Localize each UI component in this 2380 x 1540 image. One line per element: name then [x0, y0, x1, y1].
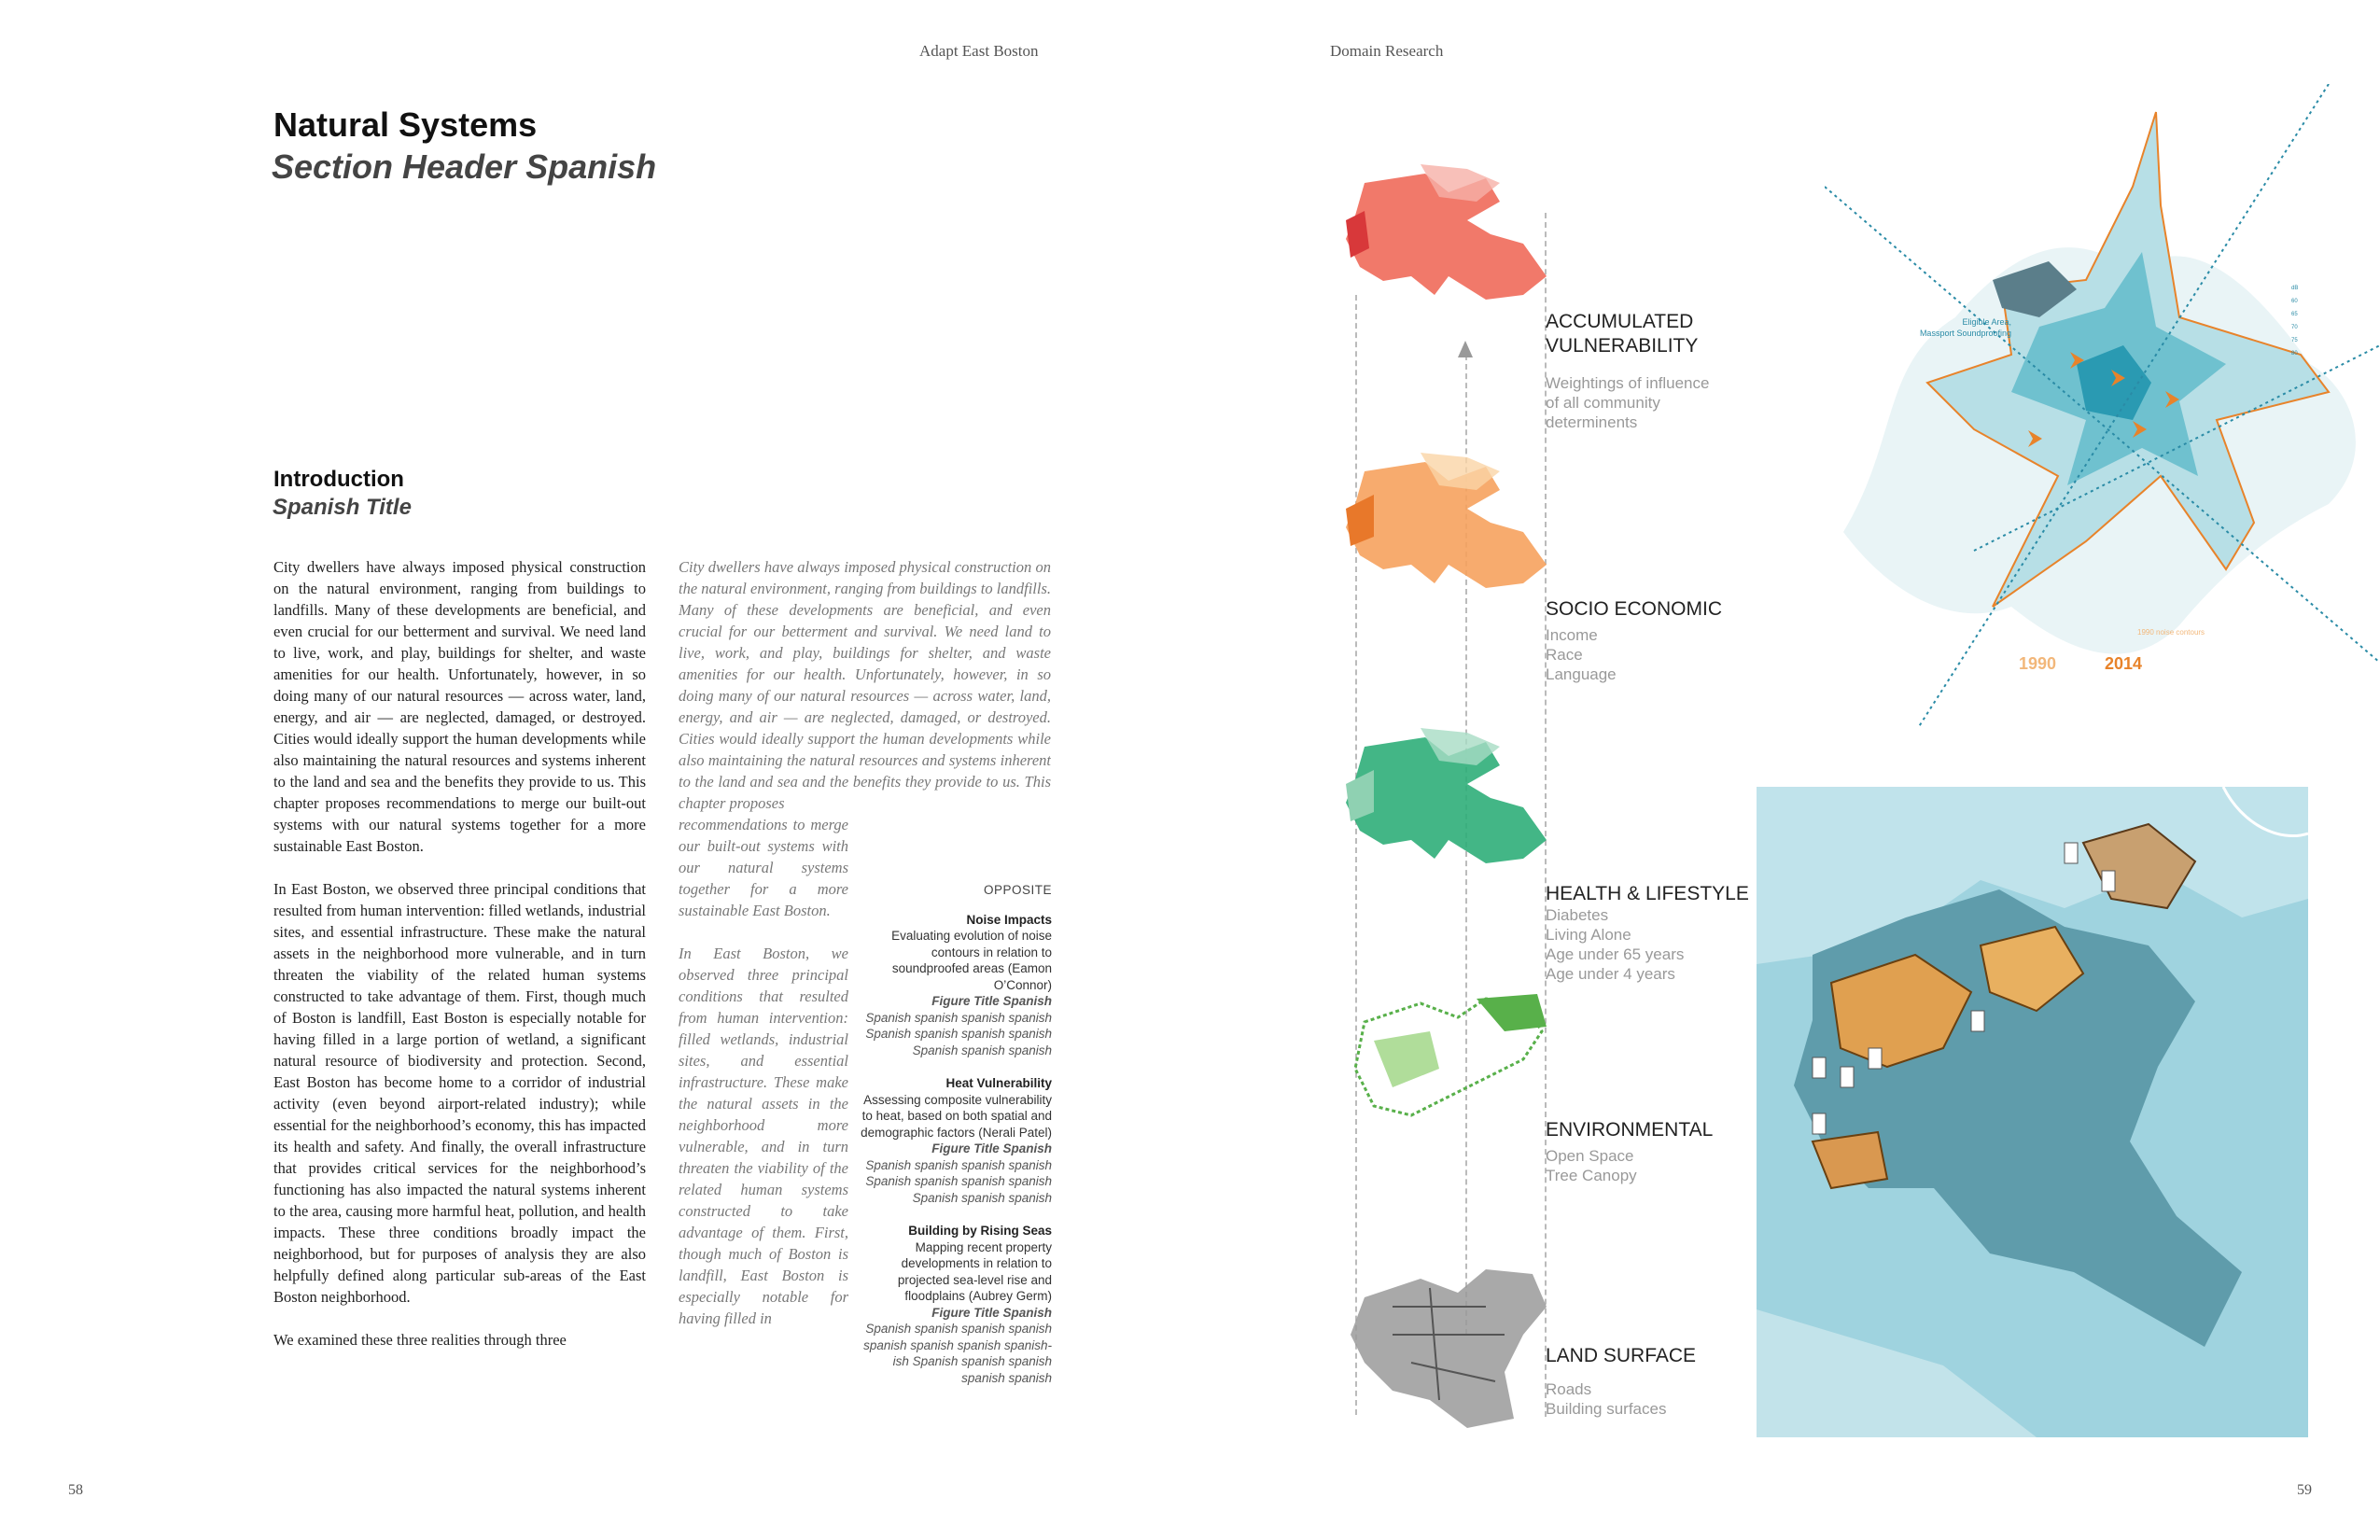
layer-label-socio: SOCIO ECONOMIC [1546, 598, 1723, 620]
caption-title: Heat Vulnerability [945, 1076, 1052, 1090]
body-paragraph: In East Boston, we observed three principal conditions that resulted from human intervention: filled wetlands, industrial sites, and essential infrastructure. These make the natural assets in the neighborhood more vulnerable, and in turn threaten the viability of the related human systems constructed to take advantage of them. First, though much of Boston is landfill, East Boston is especially notable for having filled in a large portion of wetland, a significant natural resource of biodiversity and protection. Second, East Boston has become home to a corridor of industrial activity (even beyond airport-related industry); while essential for the neighborhood’s economy, this has impacted its health and safety. And finally, the overall infrastructure that provides critical services for the neighborhood’s functioning has also impacted the natural systems inherent to the area, causing more harmful heat, pollution, and health impacts. These three conditions broadly impact the neighborhood, but for purposes of analysis they are also helpfully defined along particular sub-areas of the East Boston neighborhood. [273, 880, 646, 1306]
caption-title: Building by Rising Seas [908, 1224, 1052, 1238]
layer-label-health: HEALTH & LIFESTYLE [1546, 883, 1749, 904]
contour-label: 75 [2291, 338, 2298, 343]
year-2014: 2014 [2105, 654, 2143, 673]
noise-annotation: Eligible Area, [1962, 317, 2011, 327]
layer-sub: Age under 65 years [1546, 945, 1685, 963]
arrow-up-icon [1456, 341, 1475, 369]
caption-title-es: Figure Title Spanish [931, 1305, 1052, 1320]
layer-label-environmental: ENVIRONMENTAL [1546, 1119, 1714, 1141]
layer-map-socio [1337, 453, 1551, 611]
layer-sub: Living Alone [1546, 926, 1631, 944]
caption-noise [851, 912, 1052, 1059]
layer-sub: Tree Canopy [1546, 1167, 1637, 1184]
section-title: Natural Systems [273, 105, 538, 144]
caption-seas [851, 1223, 1052, 1386]
caption-heat [851, 1075, 1052, 1206]
section-subtitle: Section Header Spanish [272, 147, 657, 186]
layer-map-land-surface [1337, 1251, 1551, 1437]
layer-sub: Language [1546, 665, 1617, 683]
caption-desc: Assessing composite vulnerability to heat, based on both spatial and demographic factors (Nerali Patel) [861, 1092, 1052, 1140]
running-header-left: Adapt East Boston [919, 42, 1039, 60]
caption-desc: Mapping recent property developments in relation to projected sea-level rise and floodplains (Aubrey Germ) [897, 1239, 1052, 1303]
running-header-right: Domain Research [1330, 42, 1444, 60]
layer-sub: Diabetes [1546, 906, 1609, 924]
page-number-right: 59 [2297, 1482, 2312, 1498]
opposite-label: OPPOSITE [983, 883, 1052, 897]
contour-label: 70 [2291, 325, 2298, 330]
layer-sub: Building surfaces [1546, 1400, 1667, 1418]
layer-sub: Roads [1546, 1380, 1592, 1398]
layer-sub: Race [1546, 646, 1583, 664]
noise-annotation-bottom: 1990 noise contours [2137, 628, 2205, 637]
page-number-left: 58 [68, 1482, 83, 1498]
body-paragraph: City dwellers have always imposed physical construction on the natural environment, ranging from buildings to landfills. Many of these developments are beneficial, and even crucial for our betterment and survival. We need land to live, work, and play, buildings for shelter, and waste amenities for our health. Unfortunately, however, in so doing many of our natural resources — across water, land, energy, and air — are neglected, damaged, or destroyed. Cities would ideally support the human developments while also maintaining the natural resources and systems inherent to the land and sea and the benefits they provide to us. This chapter proposes recommendations to merge our built-out systems with our natural systems together for a more sustainable East Boston. [273, 558, 646, 855]
caption-title-es: Figure Title Spanish [931, 1141, 1052, 1155]
contour-label: 80 [2291, 351, 2298, 357]
layer-label-accumulated: ACCUMULATED VULNERABILITY [1546, 311, 1699, 357]
body-paragraph-es: recommendations to merge our built-out systems with our natural systems together for a more sustainable East Boston. [679, 816, 848, 919]
intro-title: Introduction [273, 467, 404, 492]
caption-title: Noise Impacts [966, 912, 1052, 927]
layer-map-health [1337, 728, 1551, 887]
contour-label: dB [2291, 286, 2299, 291]
layer-label-land-surface: LAND SURFACE [1546, 1345, 1697, 1366]
caption-desc-es: Spanish spanish spanish spanish spanish spanish spanish spanish-ish Spanish spanish spanish spanish spanish [863, 1322, 1052, 1385]
caption-title-es: Figure Title Spanish [931, 994, 1052, 1008]
contour-label: 60 [2291, 299, 2298, 304]
caption-desc-es: Spanish spanish spanish spanish Spanish spanish spanish spanish Spanish spanish spanish [865, 1157, 1052, 1205]
layer-sub: Income [1546, 626, 1598, 644]
body-paragraph: We examined these three realities through three [273, 1331, 567, 1349]
noise-impacts-map [1825, 84, 2380, 737]
body-narrow-block [679, 814, 848, 1329]
year-1990: 1990 [2019, 654, 2057, 673]
rising-seas-map [1757, 787, 2308, 1437]
layer-sub: Age under 4 years [1546, 965, 1675, 983]
intro-subtitle: Spanish Title [273, 495, 412, 520]
body-paragraph-es: City dwellers have always imposed physical construction on the natural environment, ranging from buildings to landfills. Many of these developments are beneficial, and even crucial for our betterment and survival. We need land to live, work, and play, buildings for shelter, and waste amenities for our health. Unfortunately, however, in so doing many of our natural resources — across water, land, energy, and air — are neglected, damaged, or destroyed. Cities would ideally support the human developments while also maintaining the natural resources and systems inherent to the land and sea and the benefits they provide to us. This chapter proposes [679, 558, 1051, 812]
layer-map-accumulated [1337, 164, 1551, 323]
layer-sub: of all community [1546, 394, 1660, 412]
body-column-english [273, 556, 646, 1434]
layer-map-environmental [1337, 975, 1551, 1134]
figure-captions [851, 882, 1052, 1403]
noise-annotation: Massport Soundproofing [1919, 329, 2011, 338]
layer-sub: Weightings of influence [1546, 374, 1710, 392]
body-paragraph-es: In East Boston, we observed three principal conditions that resulted from human intervention: filled wetlands, industrial sites, and essential infrastructure. These make the natural assets in the neighborhood more vulnerable, and in turn threaten the viability of the related human systems constructed to take advantage of them. First, though much of Boston is landfill, East Boston is especially notable for having filled in [679, 945, 848, 1327]
layer-sub: determinents [1546, 413, 1638, 431]
layer-sub: Open Space [1546, 1147, 1634, 1165]
caption-desc: Evaluating evolution of noise contours in relation to soundproofed areas (Eamon O’Connor) [891, 929, 1052, 992]
caption-desc-es: Spanish spanish spanish spanish Spanish spanish spanish spanish Spanish spanish spanish [865, 1010, 1052, 1057]
contour-label: 65 [2291, 312, 2298, 317]
